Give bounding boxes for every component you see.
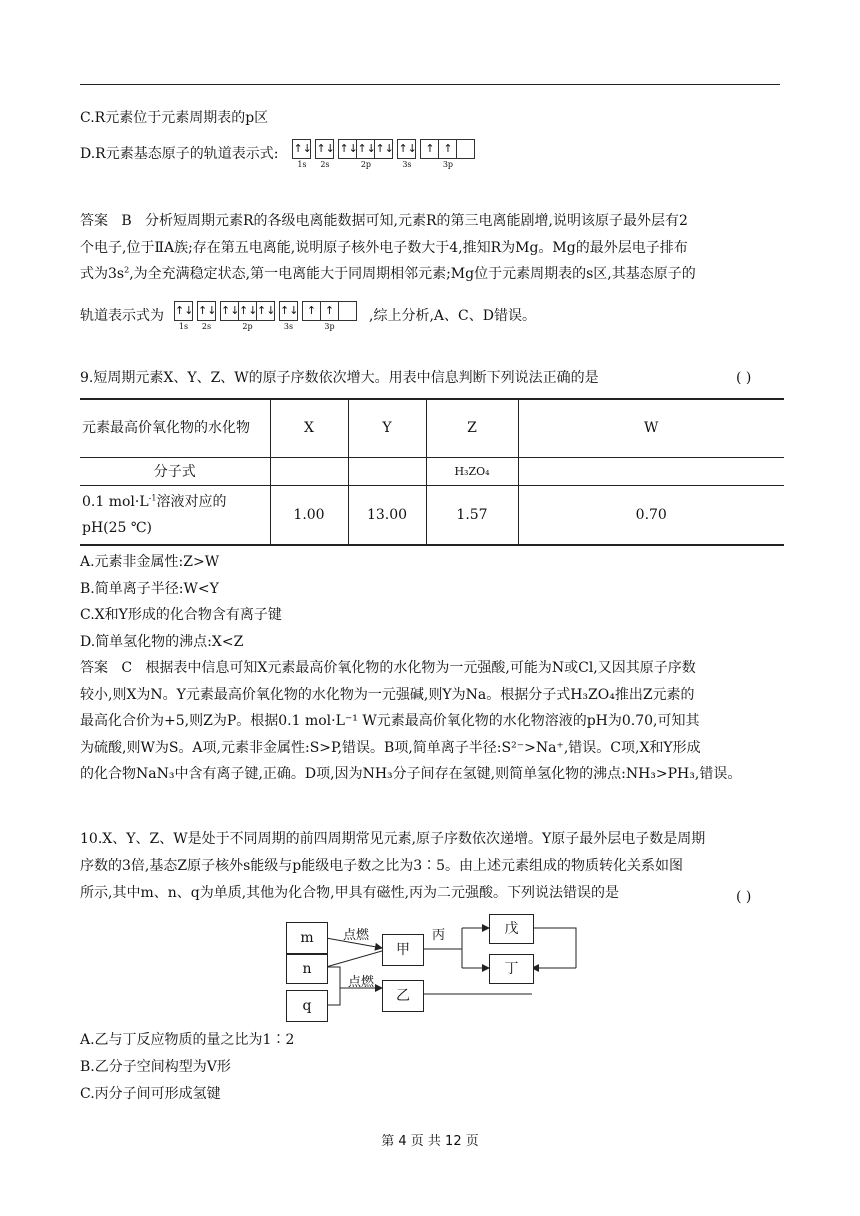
table-cell: 0.70 [518, 485, 784, 545]
stem-line: 10.X、Y、Z、W是处于不同周期的前四周期常见元素,原子序数依次递增。Y原子最外层电子数是周期 [80, 831, 706, 847]
orbital-box: ↑↓ [374, 139, 393, 159]
answer-letter: C [121, 660, 133, 676]
cell-text: pH(25 ℃) [82, 519, 153, 536]
label-burn-1: 点燃 [343, 928, 370, 943]
superscript: -1 [148, 493, 157, 503]
option: B.简单离子半径:W<Y [80, 580, 219, 597]
page-footer: 第 4 页 共 12 页 [381, 1134, 479, 1149]
orbital-box: ↑↓ [338, 139, 357, 159]
option: D.简单氢化物的沸点:X<Z [80, 633, 244, 650]
orbital-label: 2p [242, 321, 253, 331]
orbital-box: ↑↓ [315, 139, 334, 159]
q9-stem: 9.短周期元素X、Y、Z、W的原子序数依次增大。用表中信息判断下列说法正确的是 [80, 370, 599, 386]
answer-letter: B [121, 213, 132, 229]
table-cell: 1.57 [426, 485, 518, 545]
q8-option-d-text: D.R元素基态原子的轨道表示式: [80, 146, 279, 162]
analysis-line: 根据表中信息可知X元素最高价氧化物的水化物为一元强酸,可能为N或Cl,又因其原子序数 [145, 660, 696, 676]
orbital-box: ↑ [438, 139, 457, 159]
label-bing: 丙 [432, 928, 446, 943]
q9-answer-paren: ( ) [736, 370, 752, 386]
orbital-box: ↑↓ [356, 139, 375, 159]
analysis-line: 较小,则X为N。Y元素最高价氧化物的水化物为一元强碱,则Y为Na。根据分子式H₃ZO₄推出Z元素的 [80, 686, 695, 703]
analysis-line: ,为全充满稳定状态,第一电离能大于同周期相邻元素;Mg位于元素周期表的s区,其基态原子的 [129, 266, 696, 282]
stem-line: 序数的3倍,基态Z原子核外s能级与p能级电子数之比为3∶5。由上述元素组成的物质转化关系如图 [80, 858, 684, 874]
table-cell: Y [348, 399, 426, 457]
answer-label: 答案 [80, 213, 108, 229]
orbital-box: ↑ [302, 301, 321, 321]
node-ding: 丁 [489, 954, 534, 984]
orbital-box: ↑↓ [292, 139, 311, 159]
label-burn-2: 点燃 [348, 975, 375, 990]
analysis-line: 式为3s [80, 266, 125, 282]
orbital-label: 1s [178, 321, 189, 331]
q10-options [80, 1027, 782, 1108]
orbital-label: 2s [201, 321, 212, 331]
analysis-line: 为硫酸,则W为S。A项,元素非金属性:S>P,错误。B项,简单离子半径:S²⁻>Na⁺,错误。C项,X和Y形成 [80, 739, 701, 756]
orbital-box: ↑↓ [256, 301, 275, 321]
option: A.乙与丁反应物质的量之比为1∶2 [80, 1032, 295, 1048]
answer-label: 答案 [80, 660, 108, 676]
cell-text: 溶液对应的 [156, 493, 227, 510]
option: A.元素非金属性:Z>W [80, 554, 220, 570]
q8-option-c: C.R元素位于元素周期表的p区 [80, 110, 269, 126]
table-cell: 13.00 [348, 485, 426, 545]
analysis-line: 分析短周期元素R的各级电离能数据可知,元素R的第三电离能剧增,说明该原子最外层有2 [145, 213, 688, 229]
orbital-box: ↑↓ [279, 301, 298, 321]
orbital-box: ↑↓ [220, 301, 239, 321]
orbital-box: ↑↓ [238, 301, 257, 321]
option: B.乙分子空间构型为V形 [80, 1059, 231, 1075]
orbital-label: 3s [402, 159, 412, 169]
table-cell: 1.00 [270, 485, 348, 545]
node-jia: 甲 [382, 934, 424, 966]
orbital-label: 1s [297, 159, 307, 169]
orbital-box: ↑↓ [397, 139, 416, 159]
analysis-line: ,综上分析,A、C、D错误。 [369, 308, 536, 324]
analysis-line: 的化合物NaN₃中含有离子键,正确。D项,因为NH₃分子间存在氢键,则简单氢化物的沸点:NH₃>PH₃,错误。 [80, 766, 742, 782]
orbital-box: ↑ [320, 301, 339, 321]
analysis-line: 轨道表示式为 [80, 308, 164, 324]
analysis-line: 个电子,位于ⅡA族;存在第五电离能,说明原子核外电子数大于4,推知R为Mg。Mg的最外层电子排布 [80, 239, 688, 256]
analysis-line: 最高化合价为+5,则Z为P。根据0.1 mol·L⁻¹ W元素最高价氧化物的水化物溶液的pH为0.70,可知其 [80, 713, 700, 729]
node-yi: 乙 [382, 980, 424, 1012]
orbital-box: ↑ [420, 139, 439, 159]
orbital-label: 3p [442, 159, 454, 169]
node-n: n [286, 954, 328, 984]
table-cell: 元素最高价氧化物的水化物 [80, 399, 270, 457]
node-m: m [286, 922, 328, 954]
table-cell: 分子式 [80, 457, 270, 485]
orbital-box: ↑↓ [174, 301, 193, 321]
orbital-label: 3s [283, 321, 294, 331]
node-wu: 戊 [489, 914, 534, 944]
option: C.X和Y形成的化合物含有离子键 [80, 607, 282, 623]
superscript: 2 [124, 265, 130, 275]
cell-text: 0.1 mol·L [82, 493, 149, 510]
orbital-label: 3p [324, 321, 335, 331]
table-cell: X [270, 399, 348, 457]
option: C.丙分子间可形成氢键 [80, 1086, 221, 1102]
orbital-label: 2s [320, 159, 330, 169]
q10-answer-paren: ( ) [736, 889, 752, 905]
node-q: q [286, 990, 328, 1022]
orbital-box: ↑↓ [197, 301, 216, 321]
stem-line: 所示,其中m、n、q为单质,其他为化合物,甲具有磁性,丙为二元强酸。下列说法错误的是 [80, 885, 620, 901]
orbital-label: 2p [360, 159, 372, 169]
table-cell: W [518, 399, 784, 457]
table-cell: Z [426, 399, 518, 457]
table-cell: H₃ZO₄ [426, 457, 518, 485]
